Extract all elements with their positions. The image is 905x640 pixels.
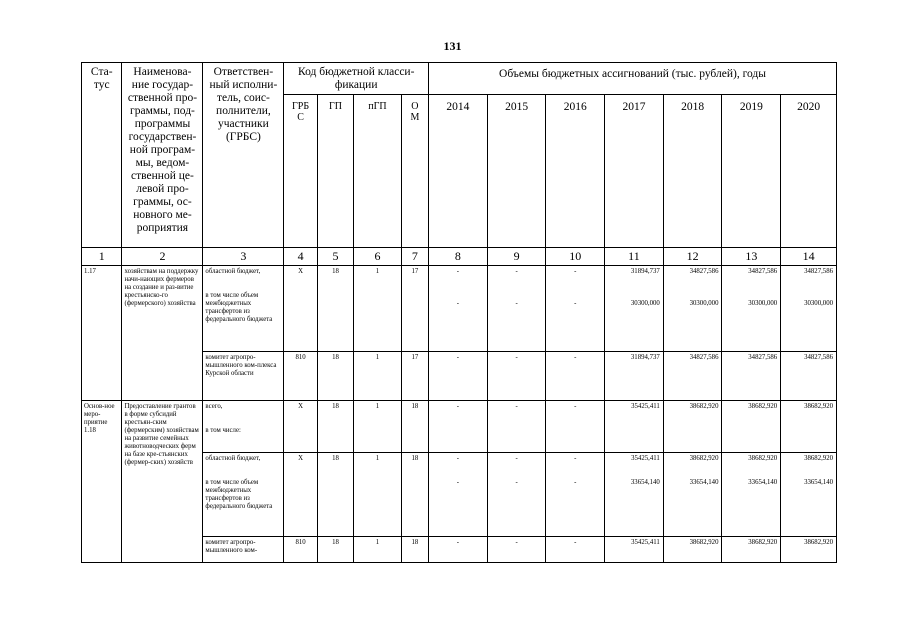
cell-2019 — [722, 453, 781, 537]
header-om: О М — [401, 95, 428, 248]
cell-2020 — [781, 453, 837, 537]
column-number: 3 — [203, 248, 284, 266]
header-volumes: Объемы бюджетных ассигнований (тыс. рублей), годы — [429, 63, 837, 95]
cell-om: 18 — [401, 537, 428, 563]
cell-pgp: 1 — [354, 453, 402, 537]
value: - — [456, 455, 460, 462]
header-year-2020: 2020 — [781, 95, 837, 248]
row-status: Основ-ное меро-приятие 1.18 — [82, 401, 122, 563]
cell-2014 — [429, 266, 488, 352]
cell-2014: - — [429, 401, 488, 453]
cell-2018 — [663, 453, 722, 537]
header-year-2014: 2014 — [429, 95, 488, 248]
row-executor: комитет агропро-мышленного ком- — [203, 537, 284, 563]
value: 34827,586 — [748, 268, 778, 275]
cell-pgp: 1 — [354, 401, 402, 453]
header-year-2016: 2016 — [546, 95, 605, 248]
cell-grbs: 810 — [284, 352, 317, 401]
table-row — [82, 266, 837, 352]
column-number-row — [82, 248, 837, 266]
header-grbs: ГРБ С — [284, 95, 317, 248]
header-executor: Ответствен- ный исполни- тель, соис- полнители, участники (ГРБС) — [203, 63, 284, 248]
value: 34827,586 — [804, 268, 833, 275]
cell-gp: 18 — [317, 266, 353, 352]
column-number: 6 — [354, 248, 402, 266]
value: 30300,000 — [630, 300, 660, 307]
value: 31894,737 — [630, 268, 660, 275]
value: - — [574, 268, 577, 275]
row-executor — [203, 266, 284, 352]
cell-2016: - — [546, 401, 605, 453]
header-program-name: Наименова- ние государ- ственной про- граммы, под- программы государствен- ной програм- мы, ведом- ственной це- левой про- граммы, ос- новного ме- роприятия — [122, 63, 203, 248]
cell-2016 — [546, 453, 605, 537]
cell-pgp: 1 — [354, 352, 402, 401]
cell-om: 18 — [401, 453, 428, 537]
column-number: 14 — [781, 248, 837, 266]
header-status: Ста- тус — [82, 63, 122, 248]
value: 33654,140 — [748, 479, 778, 486]
cell-2018: 38682,920 — [663, 537, 722, 563]
row-executor: комитет агропро-мышленного ком-плекса Курской области — [203, 352, 284, 401]
value: - — [515, 300, 518, 307]
cell-2018 — [663, 266, 722, 352]
column-number: 5 — [317, 248, 353, 266]
cell-2015: - — [487, 401, 546, 453]
value: 30300,000 — [804, 300, 833, 307]
value: 33654,140 — [630, 479, 660, 486]
cell-2014 — [429, 453, 488, 537]
cell-2017 — [605, 453, 664, 537]
cell-2019: 38682,920 — [722, 537, 781, 563]
value: - — [515, 268, 518, 275]
value: - — [574, 455, 577, 462]
value: - — [515, 455, 518, 462]
value: - — [515, 479, 518, 486]
value: - — [574, 479, 577, 486]
value: 30300,000 — [748, 300, 778, 307]
column-number: 8 — [429, 248, 488, 266]
cell-grbs: X — [284, 453, 317, 537]
cell-2017 — [605, 266, 664, 352]
cell-2014: - — [429, 537, 488, 563]
executor-line: в том числе: — [205, 427, 241, 434]
header-gp: ГП — [317, 95, 353, 248]
page-number: 131 — [443, 39, 462, 53]
cell-grbs: 810 — [284, 537, 317, 563]
column-number: 7 — [401, 248, 428, 266]
cell-pgp: 1 — [354, 266, 402, 352]
cell-2016 — [546, 266, 605, 352]
cell-gp: 18 — [317, 401, 353, 453]
row-program-name: хозяйствам на поддержку начи-нающих фермеров на создание и раз-витие крестьянско-го (фермерского) хозяйства — [122, 266, 203, 401]
executor-line: областной бюджет, — [205, 268, 261, 275]
executor-line: в том числе объем межбюджетных трансфертов из федерального бюджета — [205, 479, 273, 510]
cell-2020 — [781, 266, 837, 352]
cell-2015 — [487, 266, 546, 352]
value: 34827,586 — [689, 268, 719, 275]
executor-line: всего, — [205, 403, 223, 410]
budget-table — [81, 62, 837, 563]
header-year-2017: 2017 — [605, 95, 664, 248]
value: - — [574, 300, 577, 307]
value: - — [456, 479, 460, 486]
header-pgp: пГП — [354, 95, 402, 248]
cell-2016: - — [546, 352, 605, 401]
header-year-2018: 2018 — [663, 95, 722, 248]
row-status: 1.17 — [82, 266, 122, 401]
cell-grbs: X — [284, 266, 317, 352]
executor-line: в том числе объем межбюджетных трансфертов из федерального бюджета — [205, 292, 273, 323]
value: - — [456, 268, 460, 275]
column-number: 11 — [605, 248, 664, 266]
value: - — [456, 300, 460, 307]
cell-2019 — [722, 266, 781, 352]
column-number: 13 — [722, 248, 781, 266]
header-budget-code: Код бюджетной класси- фикации — [284, 63, 429, 95]
column-number: 2 — [122, 248, 203, 266]
cell-gp: 18 — [317, 453, 353, 537]
value: 38682,920 — [804, 455, 833, 462]
cell-pgp: 1 — [354, 537, 402, 563]
cell-2019: 34827,586 — [722, 352, 781, 401]
cell-2020: 38682,920 — [781, 537, 837, 563]
cell-2017: 35425,411 — [605, 401, 664, 453]
value: 38682,920 — [748, 455, 778, 462]
executor-line: областной бюджет, — [205, 455, 261, 462]
column-number: 4 — [284, 248, 317, 266]
cell-2017: 35425,411 — [605, 537, 664, 563]
header-year-2015: 2015 — [487, 95, 546, 248]
value: 33654,140 — [689, 479, 719, 486]
value: 30300,000 — [689, 300, 719, 307]
cell-2014: - — [429, 352, 488, 401]
cell-om: 17 — [401, 352, 428, 401]
cell-2018: 38682,920 — [663, 401, 722, 453]
column-number: 9 — [487, 248, 546, 266]
row-program-name: Предоставление грантов в форме субсидий крестьян-ским (фермерским) хозяйствам на развитие семейных животноводческих ферм на базе кре-стьянских (фермер-ских) хозяйств — [122, 401, 203, 563]
column-number: 10 — [546, 248, 605, 266]
cell-2017: 31894,737 — [605, 352, 664, 401]
column-number: 1 — [82, 248, 122, 266]
cell-2015: - — [487, 537, 546, 563]
cell-gp: 18 — [317, 352, 353, 401]
cell-2018: 34827,586 — [663, 352, 722, 401]
column-number: 12 — [663, 248, 722, 266]
cell-2016: - — [546, 537, 605, 563]
value: 33654,140 — [804, 479, 833, 486]
cell-2020: 38682,920 — [781, 401, 837, 453]
value: 35425,411 — [631, 455, 660, 462]
cell-om: 18 — [401, 401, 428, 453]
cell-om: 17 — [401, 266, 428, 352]
value: 38682,920 — [689, 455, 719, 462]
row-executor — [203, 401, 284, 453]
cell-2020: 34827,586 — [781, 352, 837, 401]
table-row — [82, 401, 837, 453]
cell-2015 — [487, 453, 546, 537]
cell-2015: - — [487, 352, 546, 401]
header-year-2019: 2019 — [722, 95, 781, 248]
cell-2019: 38682,920 — [722, 401, 781, 453]
cell-grbs: X — [284, 401, 317, 453]
row-executor — [203, 453, 284, 537]
cell-gp: 18 — [317, 537, 353, 563]
